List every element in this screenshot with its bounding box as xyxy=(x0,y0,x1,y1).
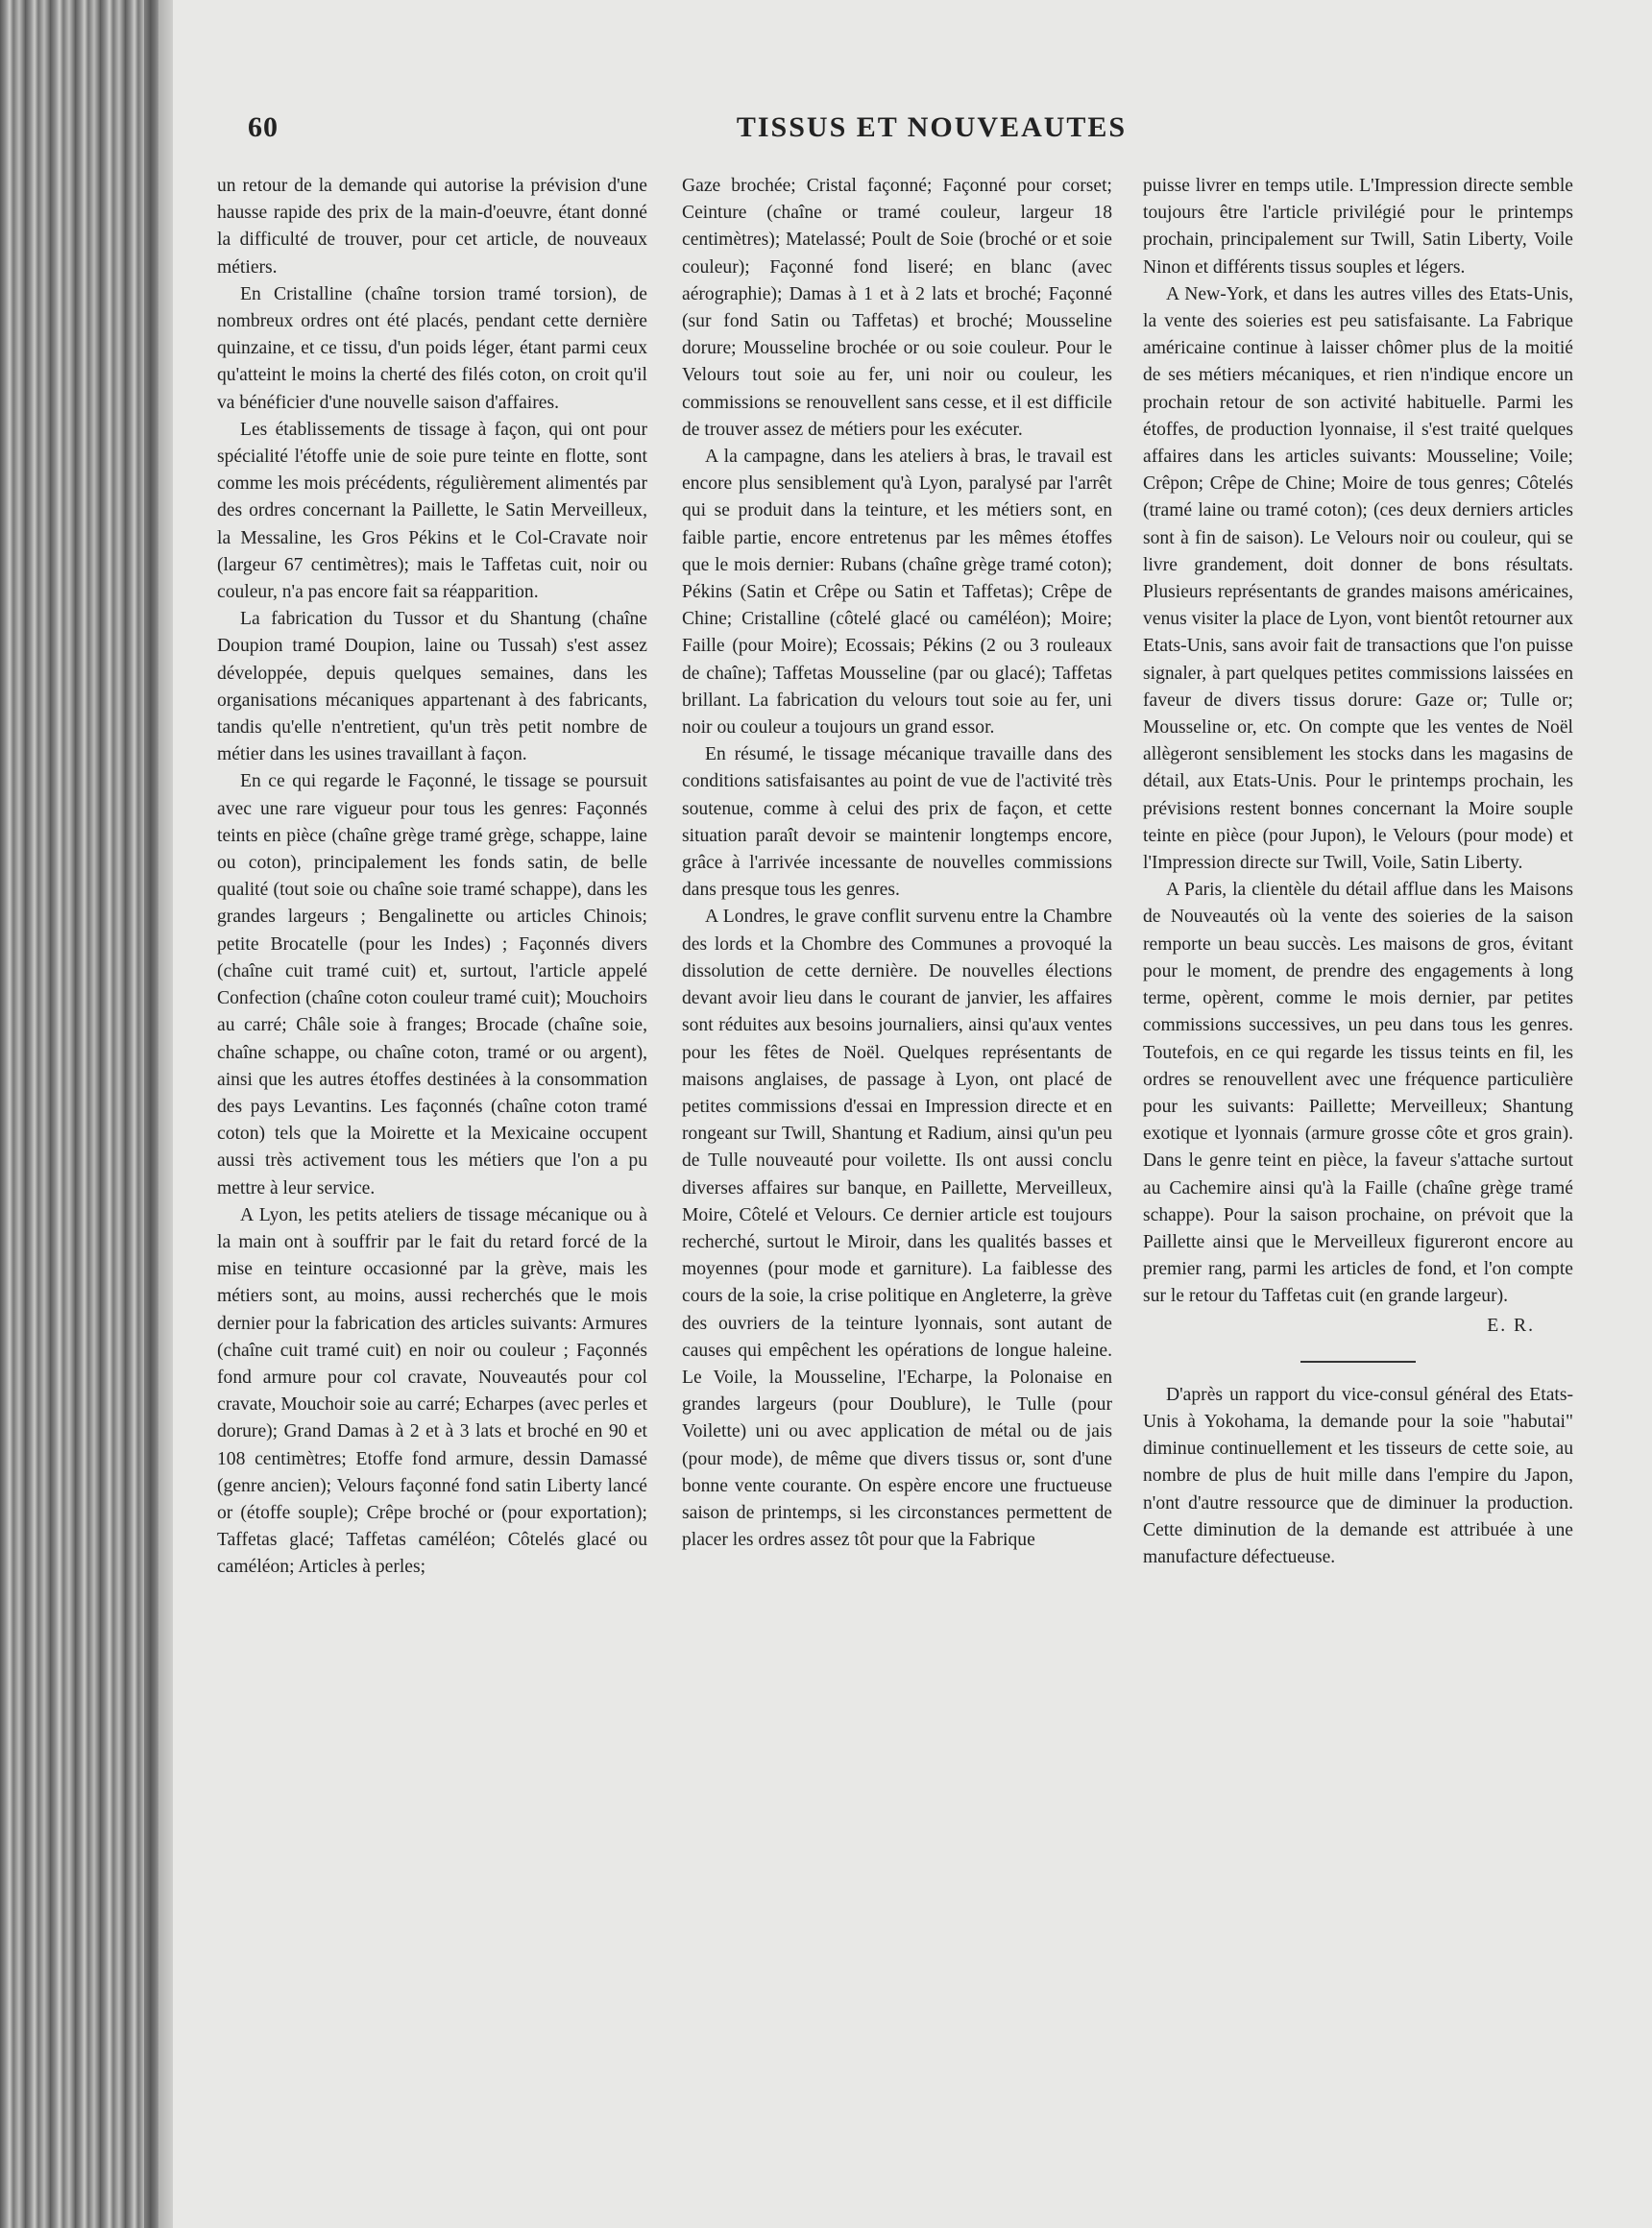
page-number: 60 xyxy=(248,111,279,143)
paragraph: A Londres, le grave conflit survenu entre la Chambre des lords et la Chombre des Communes a provoqué la dissolution de cette dernière. De nouvelles élections devant avoir lieu dans le courant de janvier, les affaires sont réduites aux besoins journaliers, ainsi qu'aux ventes pour les fêtes de Noël. Quelques représentants de maisons anglaises, de passage à Lyon, ont placé de petites commissions d'essai en Impression directe et en rongeant sur Twill, Shantung et Radium, ainsi qu'un peu de Tulle nouveauté pour voilette. Ils ont aussi conclu diverses affaires sur banque, en Paillette, Merveilleux, Moire, Côtelé et Velours. Ce dernier article est toujours recherché, surtout le Miroir, dans les qualités basses et moyennes (pour mode et garniture). La faiblesse des cours de la soie, la crise politique en Angleterre, la grève des ouvriers de la teinture lyonnais, sont autant de causes qui empêchent les opérations de longue haleine. Le Voile, la Mousseline, l'Echarpe, la Polonaise en grandes largeurs (pour Doublure), le Tulle (pour Voilette) uni ou avec application de métal ou de jais (pour mode), de même que divers tissus or, sont d'une bonne vente courante. On espère encore une fructueuse saison de printemps, si les circonstances permettent de placer les ordres assez tôt pour que la Fabrique xyxy=(682,907,1112,1551)
paragraph: un retour de la demande qui autorise la prévision d'une hausse rapide des prix de la main-d'oeuvre, étant donné la difficulté de trouver, pour cet article, de nouveaux métiers. xyxy=(217,176,647,278)
author-signature: E. R. xyxy=(1487,1315,1535,1336)
running-head: TISSUS ET NOUVEAUTES xyxy=(736,111,1128,143)
paragraph: A Paris, la clientèle du détail afflue dans les Maisons de Nouveautés où la vente des soieries de la saison remporte un beau succès. Les maisons de gros, évitant pour le moment, de prendre des engagements à long terme, opèrent, comme le mois dernier, par petites commissions successives, un peu dans tous les genres. Toutefois, en ce qui regarde les tissus teints en fil, les ordres se renouvellent avec une fréquence particulière pour les suivants: Paillette; Merveilleux; Shantung exotique et lyonnais (armure grosse côte et gros grain). Dans le genre teint en pièce, la faveur s'attache surtout au Cachemire ainsi qu'à la Faille (chaîne grège tramé schappe). Pour la saison prochaine, on prévoit que la Paillette ainsi que le Merveilleux figureront encore au premier rang, parmi les articles de fond, et l'on compte sur le retour du Taffetas cuit (en grande largeur). xyxy=(1143,880,1573,1307)
text-column-2 xyxy=(682,173,1112,1554)
paragraph: A la campagne, dans les ateliers à bras, le travail est encore plus sensiblement qu'à Lyon, paralysé par l'arrêt qui se produit dans la teinture, et les métiers sont, en faible partie, encore entretenus par les mêmes étoffes que le mois dernier: Rubans (chaîne grège tramé coton); Pékins (Satin et Crêpe ou Satin et Taffetas); Crêpe de Chine; Cristalline (côtelé glacé ou caméléon); Moire; Faille (pour Moire); Ecossais; Pékins (2 ou 3 rouleaux de chaîne); Taffetas Mousseline (par ou glacé); Taffetas brillant. La fabrication du velours tout soie au fer, uni noir ou couleur a toujours un grand essor. xyxy=(682,447,1112,739)
paragraph: A New-York, et dans les autres villes des Etats-Unis, la vente des soieries est peu satisfaisante. La Fabrique américaine continue à laisser chômer plus de la moitié de ses métiers mécaniques, et rien n'indique encore un prochain retour de son activité habituelle. Parmi les étoffes, de production lyonnaise, il s'est traité quelques affaires dans les articles suivants: Mousseline; Voile; Crêpon; Crêpe de Chine; Moire de tous genres; Côtelés (tramé laine ou tramé coton); (ces deux derniers articles sont à fin de saison). Le Velours noir ou couleur, qui se livre grandement, doit donner de bons résultats. Plusieurs représentants de grandes maisons américaines, venus visiter la place de Lyon, vont bientôt retourner aux Etats-Unis, sans avoir fait de transactions que l'on puisse signaler, à part quelques petites commissions laissées en faveur de divers tissus dorure: Gaze or; Tulle or; Mousseline or, etc. On compte que les ventes de Noël allègeront sensiblement les stocks dans les magasins de détail, aux Etats-Unis. Pour le printemps prochain, les prévisions restent bonnes concernant la Moire souple teinte en pièce (pour Jupon), le Velours (pour mode) et l'Impression directe sur Twill, Voile, Satin Liberty. xyxy=(1143,283,1573,874)
paragraph: Les établissements de tissage à façon, qui ont pour spécialité l'étoffe unie de soie pure teinte en flotte, sont comme les mois précédents, régulièrement alimentés par des ordres concernant la Paillette, le Satin Merveilleux, la Messaline, les Gros Pékins et le Col-Cravate noir (largeur 67 centimètres); mais le Taffetas cuit, noir ou couleur, n'a pas encore fait sa réapparition. xyxy=(217,419,647,603)
section-divider xyxy=(1300,1361,1416,1363)
paragraph: En ce qui regarde le Façonné, le tissage se poursuit avec une rare vigueur pour tous les genres: Façonnés teints en pièce (chaîne grège tramé grège, schappe, laine ou coton), principalement les fonds satin, de belle qualité (tout soie ou chaîne soie tramé schappe), dans les grandes largeurs ; Bengalinette ou articles Chinois; petite Brocatelle (pour les Indes) ; Façonnés divers (chaîne cuit tramé cuit) et, surtout, l'article appelé Confection (chaîne coton couleur tramé cuit); Mouchoirs au carré; Châle soie à franges; Brocade (chaîne soie, chaîne schappe, ou chaîne coton, tramé or ou argent), ainsi que les autres étoffes destinées à la consommation des pays Levantins. Les façonnés (chaîne coton tramé coton) tels que la Moirette et la Mexicaine occupent aussi très activement tous les métiers que l'on a pu mettre à leur service. xyxy=(217,771,647,1199)
paragraph: A Lyon, les petits ateliers de tissage mécanique ou à la main ont à souffrir par le fait du retard forcé de la mise en teinture occasionné par la grève, mais les métiers sont, au moins, aussi recherchés que le mois dernier pour la fabrication des articles suivants: Armures (chaîne cuit tramé cuit) en noir ou couleur ; Façonnés fond armure pour col cravate, Nouveautés pour col cravate, Mouchoir soie au carré; Echarpes (avec perles et dorure); Grand Damas à 2 et à 3 lats et broché en 90 et 108 centimètres; Etoffe fond armure, dessin Damassé (genre ancien); Velours façonné fond satin Liberty lancé or (étoffe souple); Crêpe broché or (pour exportation); Taffetas glacé; Taffetas caméléon; Côtelés glacé ou caméléon; Articles à perles; xyxy=(217,1204,647,1578)
paragraph: D'après un rapport du vice-consul général des Etats-Unis à Yokohama, la demande pour la soie "habutai" diminue continuellement et les tisseurs de cette soie, au nombre de plus de huit mille dans l'empire du Japon, n'ont d'autre ressource que de diminuer la production. Cette diminution de la demande est attribuée à une manufacture défectueuse. xyxy=(1143,1384,1573,1567)
paragraph: puisse livrer en temps utile. L'Impression directe semble toujours être l'article privilégié pour le printemps prochain, principalement sur Twill, Satin Liberty, Voile Ninon et différents tissus souples et légers. xyxy=(1143,176,1573,278)
text-column-1 xyxy=(217,173,647,1582)
paragraph: En résumé, le tissage mécanique travaille dans des conditions satisfaisantes au point de vue de l'activité très soutenue, comme à celui des prix de façon, et cette situation paraît devoir se maintenir longtemps encore, grâce à l'arrivée incessante de nouvelles commissions dans presque tous les genres. xyxy=(682,744,1112,901)
book-edge xyxy=(0,0,158,2228)
paragraph: La fabrication du Tussor et du Shantung (chaîne Doupion tramé Doupion, laine ou Tussah) s'est assez développée, depuis quelques semaines, dans les organisations mécaniques appartenant à des fabricants, tandis qu'elle n'entretient, qu'un très petit nombre de métier dans les usines travaillant à façon. xyxy=(217,609,647,765)
paragraph: Gaze brochée; Cristal façonné; Façonné pour corset; Ceinture (chaîne or tramé couleur, largeur 18 centimètres); Matelassé; Poult de Soie (broché or et soie couleur); Façonné fond liseré; en blanc (avec aérographie); Damas à 1 et à 2 lats et broché; Façonné (sur fond Satin ou Taffetas) et broché; Mousseline dorure; Mousseline brochée or ou soie couleur. Pour le Velours tout soie au fer, uni noir ou couleur, les commissions se renouvellent sans cesse, et il est difficile de trouver assez de métiers pour les exécuter. xyxy=(682,176,1112,440)
text-column-3 xyxy=(1143,173,1573,1571)
paragraph: En Cristalline (chaîne torsion tramé torsion), de nombreux ordres ont été placés, pendant cette dernière quinzaine, et ce tissu, d'un poids léger, étant parmi ceux qu'atteint le moins la cherté des filés coton, on croit qu'il va bénéficier d'une nouvelle saison d'affaires. xyxy=(217,283,647,413)
